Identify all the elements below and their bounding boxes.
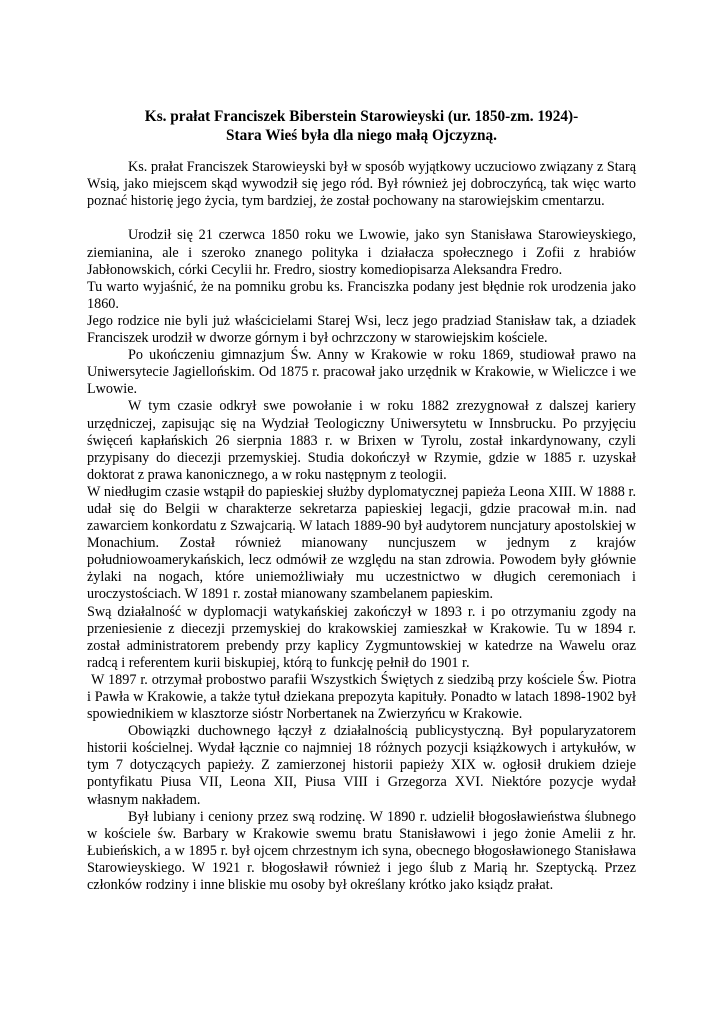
paragraph-krakow: Swą działalność w dyplomacji watykańskiej zakończył w 1893 r. i po otrzymaniu zgody na przeniesienie z diecezji przemyskiej do krakowskiej zamieszkał w Krakowie. Tu w 1894 r. został administratorem prebendy przy kaplicy Zygmuntowskiej w katedrze na Wawelu oraz radcą i referentem kurii biskupiej, którą to funkcję pełnił do 1901 r. bbox=[87, 603, 636, 671]
paragraph-parish: W 1897 r. otrzymał probostwo parafii Wszystkich Świętych z siedzibą przy kościele Św. Piotra i Pawła w Krakowie, a także tytuł dziekana prepozyta kapituły. Ponadto w latach 1898-1902 był spowiednikiem w klasztorze sióstr Norbertanek na Zwierzyńcu w Krakowie. bbox=[87, 671, 636, 723]
document-page bbox=[87, 108, 636, 894]
document-title bbox=[87, 108, 636, 145]
title-line-1: Ks. prałat Franciszek Biberstein Starowieyski (ur. 1850-zm. 1924)- bbox=[144, 108, 579, 125]
paragraph-intro: Ks. prałat Franciszek Starowieyski był w sposób wyjątkowy uczuciowo związany z Starą Wsią, jako miejscem skąd wywodził się jego ród. Był również jej dobroczyńcą, tak więc warto poznać historię jego życia, tym bardziej, że został pochowany na starowiejskim cmentarzu. bbox=[87, 159, 636, 210]
paragraph-ancestry: Jego rodzice nie byli już właścicielami Starej Wsi, lecz jego pradziad Stanisław tak, a dziadek Franciszek urodził w dworze górnym i był ochrzczony w starowiejskim kościele. bbox=[87, 312, 636, 347]
paragraph-birth: Urodził się 21 czerwca 1850 roku we Lwowie, jako syn Stanisława Starowieyskiego, ziemianina, ale i szeroko znanego polityka i działacza społecznego i Zofii z hrabiów Jabłonowskich, córki Cecylii hr. Fredro, siostry komediopisarza Aleksandra Fredro. bbox=[87, 227, 636, 278]
paragraph-gap bbox=[87, 210, 636, 227]
paragraph-diplomacy: W niedługim czasie wstąpił do papieskiej służby dyplomatycznej papieża Leona XIII. W 1888 r. udał się do Belgii w charakterze sekretarza papieskiej legacji, gdzie pracował m.in. nad zawarciem konkordatu z Szwajcarią. W latach 1889-90 był audytorem nuncjatury apostolskiej w Monachium. Został również mianowany nuncjuszem w jednym z krajów południowoamerykańskich, lecz odmówił ze względu na stan zdrowia. Powodem były głównie żylaki na nogach, które uniemożliwiały mu uczestnictwo w długich ceremoniach i uroczystościach. W 1891 r. został mianowany szambelanem papieskim. bbox=[87, 483, 636, 603]
paragraph-family: Był lubiany i ceniony przez swą rodzinę. W 1890 r. udzielił błogosławieństwa ślubnego w kościele św. Barbary w Krakowie swemu bratu Stanisławowi i jego żonie Amelii z hr. Łubieńskich, a w 1895 r. był ojcem chrzestnym ich syna, obecnego błogosławionego Stanisława Starowieyskiego. W 1921 r. błogosławił również i jego ślub z Marią hr. Szeptycką. Przez członków rodziny i inne bliskie mu osoby był określany krótko jako ksiądz prałat. bbox=[87, 808, 636, 894]
paragraph-education: Po ukończeniu gimnazjum Św. Anny w Krakowie w roku 1869, studiował prawo na Uniwersytecie Jagiellońskim. Od 1875 r. pracował jako urzędnik w Krakowie, w Wieliczce i we Lwowie. bbox=[87, 347, 636, 398]
paragraph-birth-note: Tu warto wyjaśnić, że na pomniku grobu ks. Franciszka podany jest błędnie rok urodzenia jako 1860. bbox=[87, 278, 636, 312]
title-line-2: Stara Wieś była dla niego małą Ojczyzną. bbox=[226, 126, 497, 144]
paragraph-publications: Obowiązki duchownego łączył z działalnością publicystyczną. Był popularyzatorem historii kościelnej. Wydał łącznie co najmniej 18 różnych pozycji książkowych i artykułów, w tym 7 dotyczących papieży. Z zamierzonej historii papieży XIX w. ogłosił drukiem dzieje pontyfikatu Piusa VII, Leona XII, Piusa VIII i Grzegorza XVI. Niektóre pozycje wydał własnym nakładem. bbox=[87, 723, 636, 808]
paragraph-vocation: W tym czasie odkrył swe powołanie i w roku 1882 zrezygnował z dalszej kariery urzędniczej, zapisując się na Wydział Teologiczny Uniwersytetu w Innsbrucku. Po przyjęciu święceń kapłańskich 26 sierpnia 1883 r. w Brixen w Tyrolu, został inkardynowany, czyli przypisany do diecezji przemyskiej. Studia dokończył w Rzymie, gdzie w 1885 r. uzyskał doktorat z prawa kanonicznego, a w roku następnym z teologii. bbox=[87, 398, 636, 483]
